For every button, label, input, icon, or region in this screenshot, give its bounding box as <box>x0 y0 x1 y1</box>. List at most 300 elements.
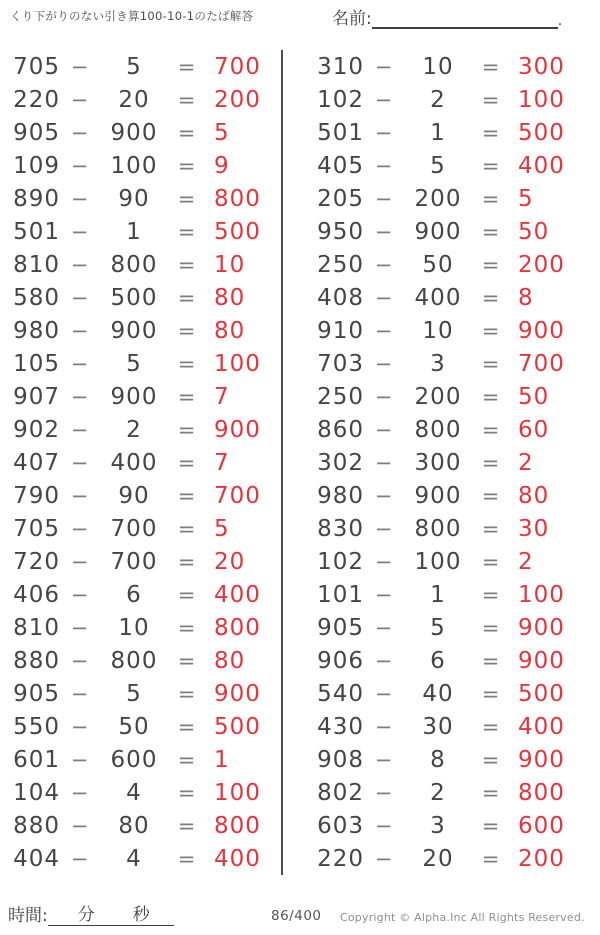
minus-sign: − <box>374 220 394 244</box>
equals-sign: = <box>481 550 501 574</box>
equals-sign: = <box>481 55 501 79</box>
problem-row <box>8 117 274 150</box>
problem-row <box>312 612 578 645</box>
minuend-value: 810 <box>13 252 60 278</box>
equals-sign: = <box>177 649 197 673</box>
progress-counter: 86/400 <box>271 908 322 924</box>
equals-sign: = <box>481 649 501 673</box>
minus-sign: − <box>374 55 394 79</box>
problem-row <box>8 645 274 678</box>
equals-sign: = <box>481 517 501 541</box>
equals-sign: = <box>481 616 501 640</box>
worksheet-title: くり下がりのない引き算100-10-1のたば解答 <box>10 9 254 23</box>
minuend-value: 205 <box>317 186 364 212</box>
answer-value: 900 <box>518 747 565 773</box>
subtrahend-value: 10 <box>422 318 454 344</box>
equals-sign: = <box>481 682 501 706</box>
minuend-value: 790 <box>13 483 60 509</box>
minuend-value: 109 <box>13 153 60 179</box>
answer-value: 200 <box>518 252 565 278</box>
minuend-value: 830 <box>317 516 364 542</box>
subtrahend-value: 1 <box>430 120 446 146</box>
subtrahend-value: 20 <box>118 87 150 113</box>
problem-row <box>312 117 578 150</box>
subtrahend-value: 200 <box>414 384 462 410</box>
problem-row <box>8 381 274 414</box>
minuend-value: 705 <box>13 516 60 542</box>
answer-value: 80 <box>214 285 246 311</box>
equals-sign: = <box>177 385 197 409</box>
problem-row <box>312 381 578 414</box>
problem-row <box>8 612 274 645</box>
subtrahend-value: 700 <box>110 549 158 575</box>
answer-value: 900 <box>518 615 565 641</box>
answer-value: 300 <box>518 54 565 80</box>
problem-row <box>312 777 578 810</box>
minuend-value: 603 <box>317 813 364 839</box>
minuend-value: 101 <box>317 582 364 608</box>
answer-value: 400 <box>518 714 565 740</box>
subtrahend-value: 4 <box>126 780 142 806</box>
answer-value: 900 <box>518 648 565 674</box>
problem-row <box>312 84 578 117</box>
minuend-value: 905 <box>13 681 60 707</box>
minus-sign: − <box>374 550 394 574</box>
problem-row <box>312 645 578 678</box>
problem-row <box>8 348 274 381</box>
minus-sign: − <box>70 616 90 640</box>
minuend-value: 501 <box>317 120 364 146</box>
minus-sign: − <box>374 748 394 772</box>
minuend-value: 910 <box>317 318 364 344</box>
equals-sign: = <box>177 286 197 310</box>
equals-sign: = <box>481 418 501 442</box>
name-field <box>332 4 562 29</box>
equals-sign: = <box>177 352 197 376</box>
subtrahend-value: 20 <box>422 846 454 872</box>
minus-sign: − <box>374 517 394 541</box>
minuend-value: 601 <box>13 747 60 773</box>
time-field <box>8 901 174 926</box>
answer-value: 20 <box>214 549 246 575</box>
problem-row <box>312 315 578 348</box>
problem-row <box>8 84 274 117</box>
minuend-value: 102 <box>317 549 364 575</box>
minus-sign: − <box>70 517 90 541</box>
answer-value: 800 <box>214 186 261 212</box>
answer-value: 80 <box>518 483 550 509</box>
subtrahend-value: 6 <box>126 582 142 608</box>
answer-value: 2 <box>518 549 534 575</box>
minuend-value: 250 <box>317 384 364 410</box>
minus-sign: − <box>374 847 394 871</box>
answer-value: 7 <box>214 450 230 476</box>
name-period: . <box>557 13 563 29</box>
subtrahend-value: 700 <box>110 516 158 542</box>
subtrahend-value: 3 <box>430 351 446 377</box>
subtrahend-value: 100 <box>414 549 462 575</box>
minuend-value: 880 <box>13 813 60 839</box>
minutes-label: 分 <box>77 905 95 925</box>
minus-sign: − <box>70 781 90 805</box>
equals-sign: = <box>177 847 197 871</box>
equals-sign: = <box>177 715 197 739</box>
problem-row <box>312 678 578 711</box>
problem-row <box>8 183 274 216</box>
answer-value: 500 <box>214 714 261 740</box>
equals-sign: = <box>481 220 501 244</box>
equals-sign: = <box>177 616 197 640</box>
minus-sign: − <box>70 649 90 673</box>
answer-value: 50 <box>518 219 550 245</box>
minuend-value: 501 <box>13 219 60 245</box>
subtrahend-value: 1 <box>430 582 446 608</box>
subtrahend-value: 900 <box>110 384 158 410</box>
minus-sign: − <box>374 253 394 277</box>
answer-value: 800 <box>518 780 565 806</box>
minus-sign: − <box>70 418 90 442</box>
answer-value: 5 <box>214 120 230 146</box>
equals-sign: = <box>481 121 501 145</box>
answer-value: 700 <box>214 54 261 80</box>
minuend-value: 810 <box>13 615 60 641</box>
problem-row <box>312 414 578 447</box>
equals-sign: = <box>481 484 501 508</box>
problem-row <box>312 711 578 744</box>
equals-sign: = <box>177 187 197 211</box>
minus-sign: − <box>374 121 394 145</box>
minus-sign: − <box>70 484 90 508</box>
minus-sign: − <box>70 187 90 211</box>
subtrahend-value: 2 <box>430 780 446 806</box>
minus-sign: − <box>70 286 90 310</box>
equals-sign: = <box>481 583 501 607</box>
equals-sign: = <box>481 187 501 211</box>
subtrahend-value: 500 <box>110 285 158 311</box>
equals-sign: = <box>177 253 197 277</box>
answer-value: 1 <box>214 747 230 773</box>
minus-sign: − <box>70 451 90 475</box>
answer-value: 100 <box>214 780 261 806</box>
subtrahend-value: 5 <box>430 153 446 179</box>
problem-row <box>8 579 274 612</box>
subtrahend-value: 8 <box>430 747 446 773</box>
answer-value: 700 <box>214 483 261 509</box>
time-underline <box>48 903 174 926</box>
minus-sign: − <box>374 88 394 112</box>
minus-sign: − <box>374 616 394 640</box>
minuend-value: 405 <box>317 153 364 179</box>
minuend-value: 906 <box>317 648 364 674</box>
time-label: 時間: <box>8 906 48 926</box>
answer-value: 7 <box>214 384 230 410</box>
minuend-value: 540 <box>317 681 364 707</box>
minus-sign: − <box>70 682 90 706</box>
minus-sign: − <box>70 88 90 112</box>
answer-value: 900 <box>518 318 565 344</box>
column-divider <box>281 50 283 875</box>
equals-sign: = <box>177 583 197 607</box>
answer-value: 200 <box>518 846 565 872</box>
name-label: 名前: <box>332 9 372 29</box>
subtrahend-value: 900 <box>414 483 462 509</box>
subtrahend-value: 50 <box>118 714 150 740</box>
answer-value: 900 <box>214 417 261 443</box>
problems-left-column <box>8 51 274 876</box>
subtrahend-value: 5 <box>126 351 142 377</box>
subtrahend-value: 40 <box>422 681 454 707</box>
minus-sign: − <box>70 154 90 178</box>
equals-sign: = <box>481 847 501 871</box>
problem-row <box>312 810 578 843</box>
answer-value: 10 <box>214 252 246 278</box>
answer-value: 100 <box>214 351 261 377</box>
minuend-value: 105 <box>13 351 60 377</box>
minuend-value: 703 <box>317 351 364 377</box>
answer-value: 400 <box>518 153 565 179</box>
subtrahend-value: 5 <box>430 615 446 641</box>
problem-row <box>8 282 274 315</box>
subtrahend-value: 50 <box>422 252 454 278</box>
equals-sign: = <box>177 55 197 79</box>
minuend-value: 880 <box>13 648 60 674</box>
minuend-value: 404 <box>13 846 60 872</box>
equals-sign: = <box>177 121 197 145</box>
subtrahend-value: 800 <box>110 252 158 278</box>
subtrahend-value: 5 <box>126 681 142 707</box>
minuend-value: 980 <box>13 318 60 344</box>
minuend-value: 980 <box>317 483 364 509</box>
subtrahend-value: 6 <box>430 648 446 674</box>
subtrahend-value: 2 <box>126 417 142 443</box>
minus-sign: − <box>374 583 394 607</box>
problem-row <box>8 447 274 480</box>
minus-sign: − <box>374 418 394 442</box>
equals-sign: = <box>481 781 501 805</box>
subtrahend-value: 300 <box>414 450 462 476</box>
subtrahend-value: 900 <box>414 219 462 245</box>
problem-row <box>8 315 274 348</box>
minuend-value: 705 <box>13 54 60 80</box>
subtrahend-value: 900 <box>110 318 158 344</box>
answer-value: 800 <box>214 615 261 641</box>
answer-value: 80 <box>214 648 246 674</box>
name-underline <box>372 6 558 29</box>
minus-sign: − <box>374 715 394 739</box>
answer-value: 500 <box>518 681 565 707</box>
answer-value: 80 <box>214 318 246 344</box>
minus-sign: − <box>374 385 394 409</box>
problem-row <box>312 843 578 876</box>
problem-row <box>312 480 578 513</box>
minuend-value: 250 <box>317 252 364 278</box>
equals-sign: = <box>177 451 197 475</box>
minus-sign: − <box>374 484 394 508</box>
problem-row <box>8 744 274 777</box>
problem-row <box>8 216 274 249</box>
minus-sign: − <box>374 649 394 673</box>
subtrahend-value: 2 <box>430 87 446 113</box>
minuend-value: 408 <box>317 285 364 311</box>
problem-row <box>8 150 274 183</box>
problem-row <box>312 744 578 777</box>
minus-sign: − <box>70 121 90 145</box>
equals-sign: = <box>177 319 197 343</box>
minus-sign: − <box>70 847 90 871</box>
problem-row <box>8 51 274 84</box>
minus-sign: − <box>374 352 394 376</box>
problem-row <box>8 711 274 744</box>
answer-value: 9 <box>214 153 230 179</box>
answer-value: 600 <box>518 813 565 839</box>
minus-sign: − <box>70 385 90 409</box>
equals-sign: = <box>481 814 501 838</box>
answer-value: 8 <box>518 285 534 311</box>
answer-value: 2 <box>518 450 534 476</box>
subtrahend-value: 400 <box>110 450 158 476</box>
subtrahend-value: 800 <box>414 516 462 542</box>
equals-sign: = <box>177 418 197 442</box>
minuend-value: 406 <box>13 582 60 608</box>
subtrahend-value: 900 <box>110 120 158 146</box>
equals-sign: = <box>481 748 501 772</box>
problem-row <box>312 579 578 612</box>
minuend-value: 104 <box>13 780 60 806</box>
minus-sign: − <box>70 748 90 772</box>
problem-row <box>312 216 578 249</box>
subtrahend-value: 100 <box>110 153 158 179</box>
minuend-value: 902 <box>13 417 60 443</box>
answer-value: 500 <box>214 219 261 245</box>
problems-right-column <box>312 51 578 876</box>
minus-sign: − <box>70 55 90 79</box>
minuend-value: 802 <box>317 780 364 806</box>
problem-row <box>312 51 578 84</box>
minuend-value: 580 <box>13 285 60 311</box>
subtrahend-value: 90 <box>118 186 150 212</box>
answer-value: 400 <box>214 846 261 872</box>
problem-row <box>8 480 274 513</box>
copyright-text: Copyright © Alpha.Inc All Rights Reserved. <box>340 911 585 924</box>
equals-sign: = <box>177 748 197 772</box>
subtrahend-value: 3 <box>430 813 446 839</box>
subtrahend-value: 400 <box>414 285 462 311</box>
answer-value: 100 <box>518 582 565 608</box>
minuend-value: 905 <box>13 120 60 146</box>
subtrahend-value: 90 <box>118 483 150 509</box>
answer-value: 500 <box>518 120 565 146</box>
problem-row <box>8 810 274 843</box>
subtrahend-value: 10 <box>118 615 150 641</box>
problem-row <box>312 546 578 579</box>
equals-sign: = <box>481 715 501 739</box>
equals-sign: = <box>177 517 197 541</box>
problem-row <box>312 249 578 282</box>
minuend-value: 905 <box>317 615 364 641</box>
minuend-value: 950 <box>317 219 364 245</box>
equals-sign: = <box>177 814 197 838</box>
minus-sign: − <box>374 682 394 706</box>
minuend-value: 302 <box>317 450 364 476</box>
equals-sign: = <box>481 385 501 409</box>
minus-sign: − <box>374 319 394 343</box>
equals-sign: = <box>481 352 501 376</box>
problem-row <box>8 843 274 876</box>
minuend-value: 908 <box>317 747 364 773</box>
answer-value: 900 <box>214 681 261 707</box>
answer-value: 700 <box>518 351 565 377</box>
minus-sign: − <box>374 154 394 178</box>
answer-value: 5 <box>214 516 230 542</box>
minus-sign: − <box>70 715 90 739</box>
equals-sign: = <box>177 781 197 805</box>
subtrahend-value: 600 <box>110 747 158 773</box>
answer-value: 100 <box>518 87 565 113</box>
equals-sign: = <box>177 484 197 508</box>
equals-sign: = <box>177 550 197 574</box>
minuend-value: 890 <box>13 186 60 212</box>
minuend-value: 550 <box>13 714 60 740</box>
minus-sign: − <box>70 352 90 376</box>
subtrahend-value: 800 <box>110 648 158 674</box>
minus-sign: − <box>70 814 90 838</box>
problem-row <box>8 513 274 546</box>
subtrahend-value: 200 <box>414 186 462 212</box>
answer-value: 50 <box>518 384 550 410</box>
minus-sign: − <box>374 451 394 475</box>
problem-row <box>8 414 274 447</box>
equals-sign: = <box>177 88 197 112</box>
equals-sign: = <box>481 88 501 112</box>
answer-value: 30 <box>518 516 550 542</box>
minus-sign: − <box>374 814 394 838</box>
equals-sign: = <box>177 154 197 178</box>
minus-sign: − <box>70 253 90 277</box>
subtrahend-value: 80 <box>118 813 150 839</box>
minus-sign: − <box>70 220 90 244</box>
equals-sign: = <box>481 286 501 310</box>
equals-sign: = <box>481 253 501 277</box>
minuend-value: 720 <box>13 549 60 575</box>
answer-value: 800 <box>214 813 261 839</box>
minus-sign: − <box>70 319 90 343</box>
minus-sign: − <box>374 286 394 310</box>
problem-row <box>312 348 578 381</box>
equals-sign: = <box>481 319 501 343</box>
subtrahend-value: 30 <box>422 714 454 740</box>
problem-row <box>8 678 274 711</box>
equals-sign: = <box>177 682 197 706</box>
minuend-value: 220 <box>13 87 60 113</box>
minuend-value: 430 <box>317 714 364 740</box>
minuend-value: 407 <box>13 450 60 476</box>
subtrahend-value: 10 <box>422 54 454 80</box>
minuend-value: 310 <box>317 54 364 80</box>
equals-sign: = <box>481 154 501 178</box>
answer-value: 200 <box>214 87 261 113</box>
problem-row <box>8 249 274 282</box>
minus-sign: − <box>374 187 394 211</box>
minuend-value: 220 <box>317 846 364 872</box>
problem-row <box>312 513 578 546</box>
equals-sign: = <box>177 220 197 244</box>
answer-value: 400 <box>214 582 261 608</box>
minuend-value: 907 <box>13 384 60 410</box>
problem-row <box>8 546 274 579</box>
minus-sign: − <box>70 550 90 574</box>
problem-row <box>312 150 578 183</box>
subtrahend-value: 5 <box>126 54 142 80</box>
